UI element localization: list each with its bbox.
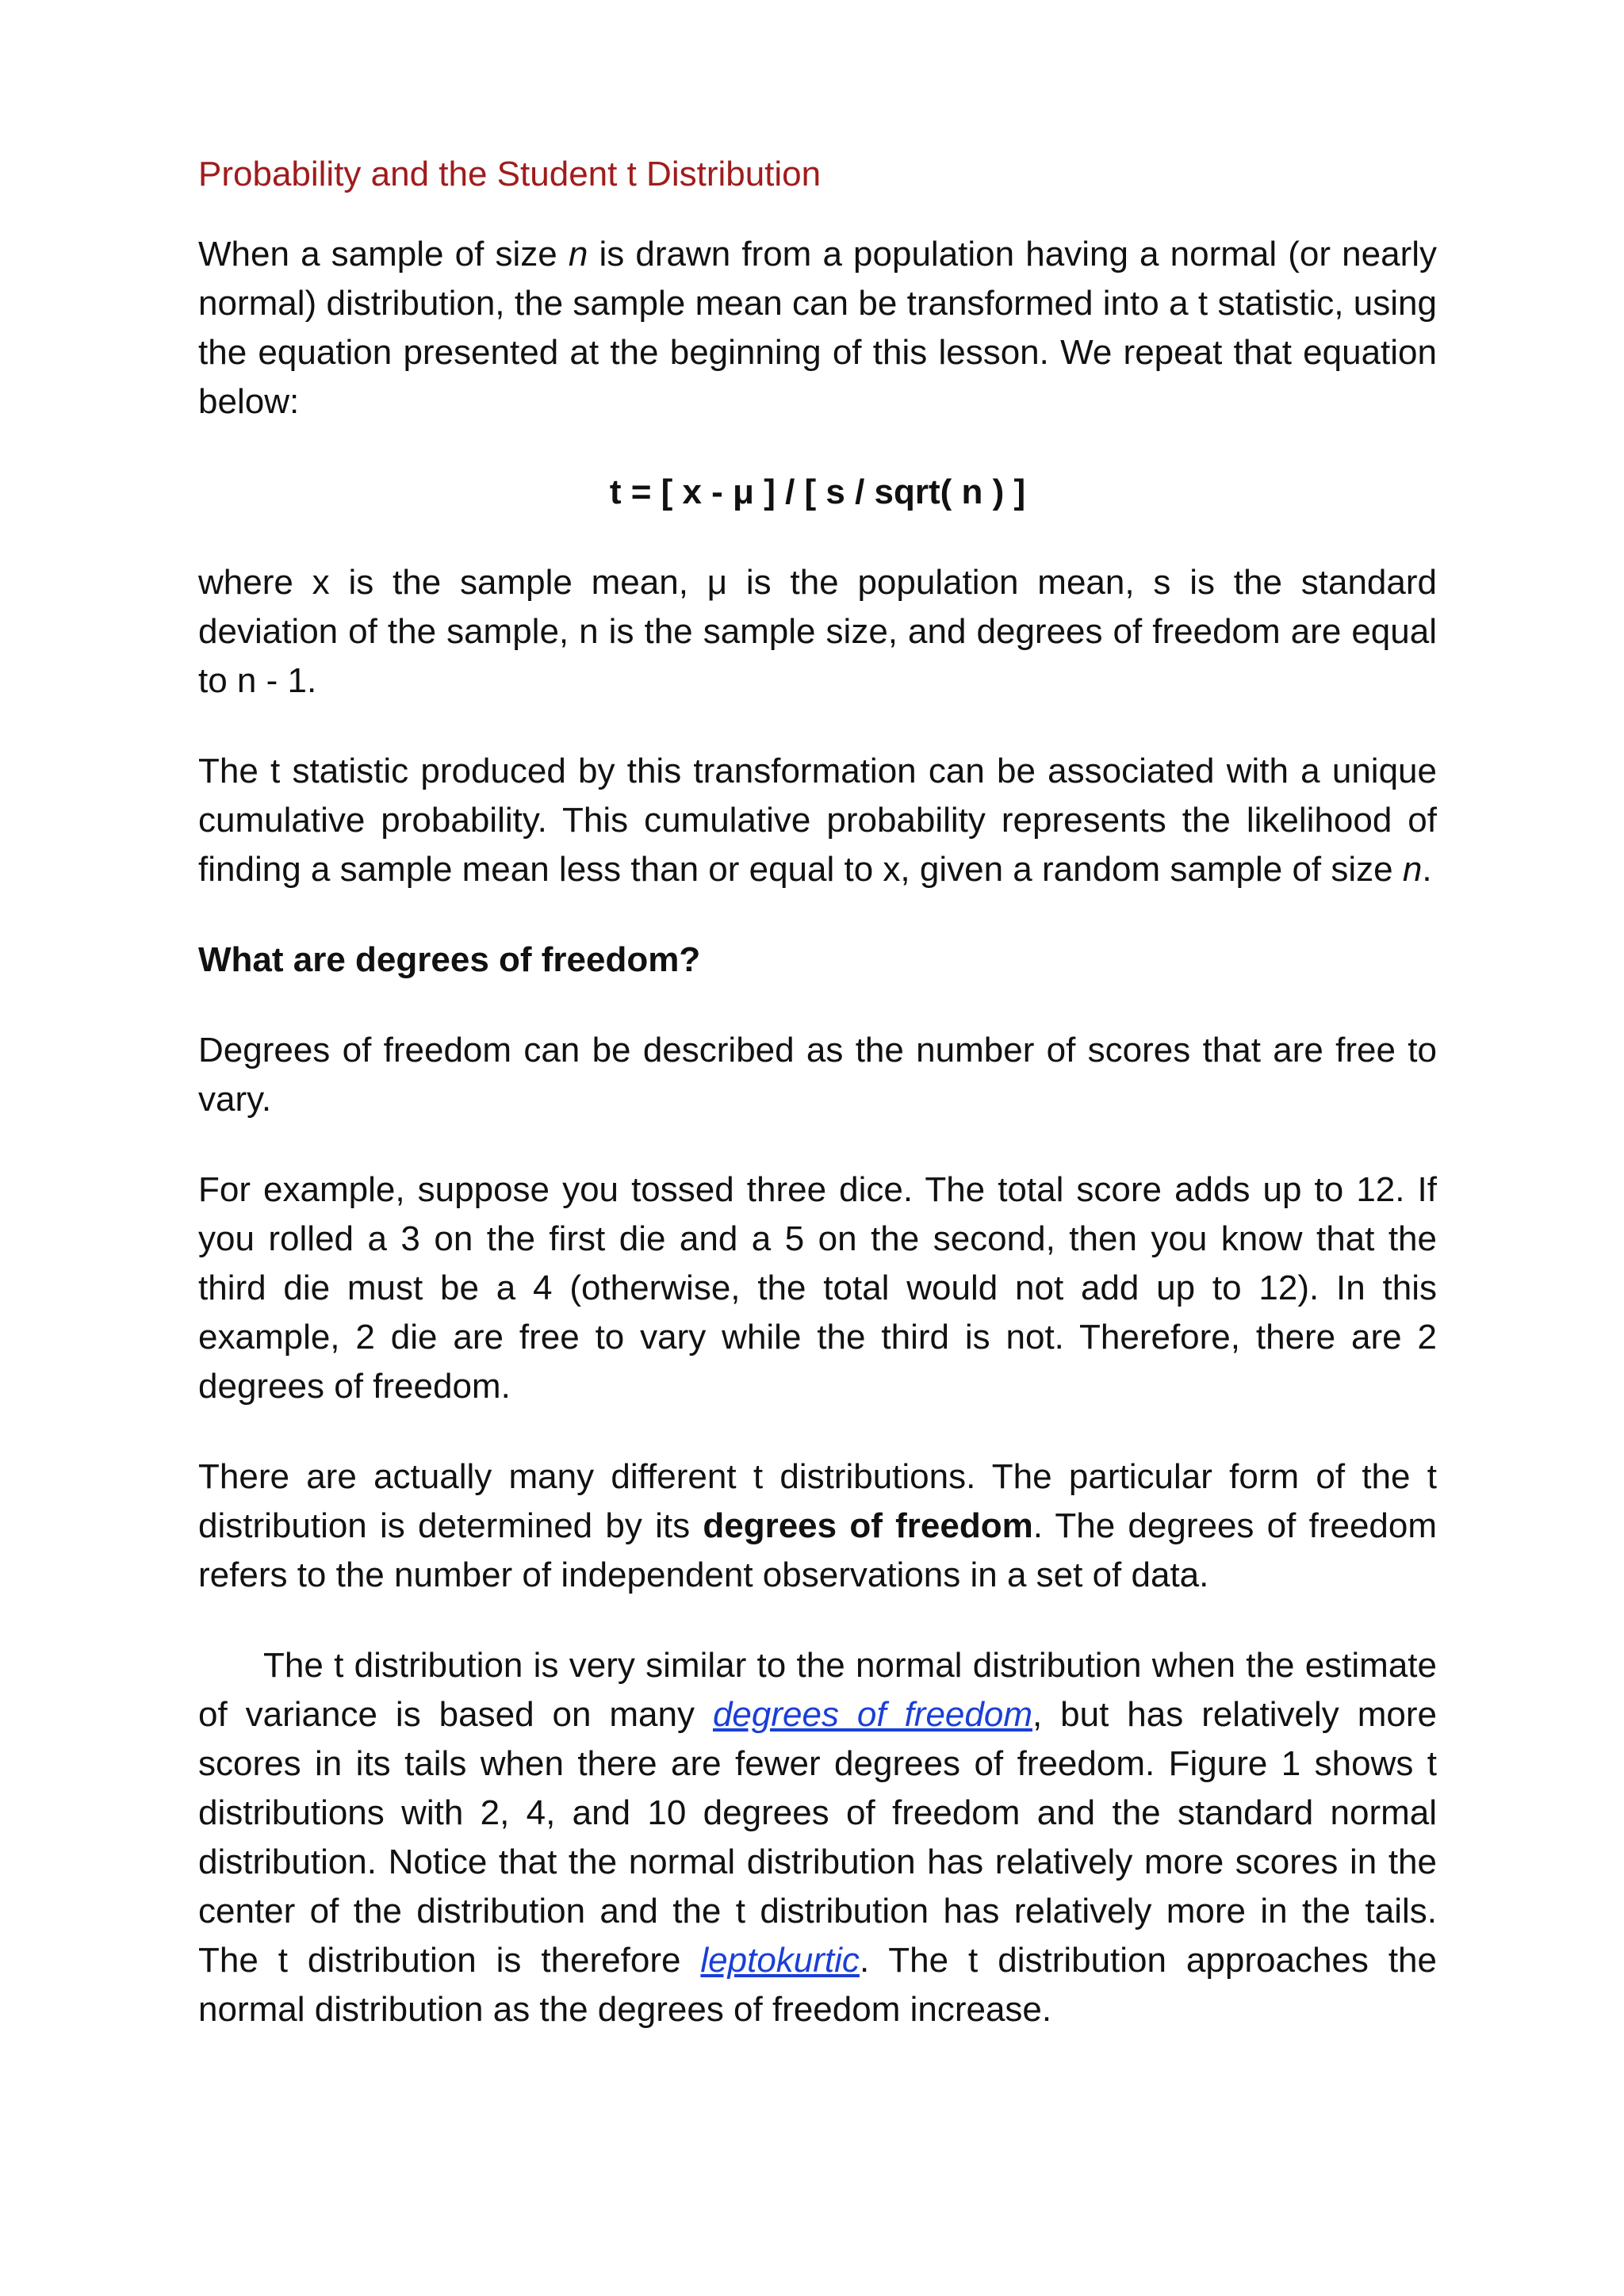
- text-run: .: [1422, 850, 1432, 889]
- paragraph-dice-example: For example, suppose you tossed three dice. The total score adds up to 12. If you rolled a 3 on the first die and a 5 on the second, then you know that the third die must be a 4 (otherwise, the total would not add up to 12). In this example, 2 die are free to vary while the third is not. Therefore, there are 2 degrees of freedom.: [198, 1170, 1437, 1406]
- page-title: Probability and the Student t Distribution: [198, 155, 822, 193]
- bold-term: degrees of freedom: [703, 1506, 1033, 1545]
- degrees-of-freedom-link[interactable]: degrees of freedom: [712, 1695, 1032, 1734]
- document-page: [198, 151, 1437, 2076]
- text-run: When a sample of size: [198, 235, 569, 274]
- text-run: There are actually many different t distributions. The particular form of the t distribution is determined by its: [198, 1457, 1437, 1545]
- paragraph-cumulative-probability: [198, 747, 1437, 894]
- paragraph-definitions: where x is the sample mean, μ is the population mean, s is the standard deviation of the sample, n is the sample size, and degrees of freedom are equal to n - 1.: [198, 563, 1437, 700]
- paragraph-many-distributions: [198, 1452, 1437, 1600]
- text-run: , but has relatively more scores in its tails when there are fewer degrees of freedom. Figure 1 shows t distributions with 2, 4, and 10 degrees of freedom and the standard normal distribution. Notice that the normal distribution has relatively more scores in the center of the distribution and the t distribution has relatively more in the tails. The t distribution is therefore: [198, 1695, 1438, 1980]
- text-run: The t distribution is very similar to the normal distribution when the estimate of variance is based on many: [198, 1646, 1437, 1734]
- italic-variable: n: [568, 235, 588, 274]
- paragraph-normal-comparison: [198, 1641, 1437, 2034]
- paragraph-degrees-definition: Degrees of freedom can be described as the number of scores that are free to vary.: [198, 1031, 1437, 1119]
- text-run: . The degrees of freedom refers to the number of independent observations in a set of data.: [198, 1506, 1438, 1594]
- section-heading: What are degrees of freedom?: [198, 940, 701, 979]
- text-run: The t statistic produced by this transformation can be associated with a unique cumulative probability. This cumulative probability represents the likelihood of finding a sample mean less than or equal to x, given a random sample of size: [198, 752, 1437, 889]
- paragraph-intro: [198, 230, 1437, 427]
- text-run: . The t distribution approaches the normal distribution as the degrees of freedom increase.: [198, 1941, 1437, 2029]
- t-statistic-equation: t = [ x - μ ] / [ s / sqrt( n ) ]: [609, 473, 1026, 511]
- leptokurtic-link[interactable]: leptokurtic: [700, 1941, 860, 1980]
- text-run: is drawn from a population having a normal (or nearly normal) distribution, the sample mean can be transformed into a t statistic, using the equation presented at the beginning of this lesson. We repeat that equation below:: [198, 235, 1437, 421]
- italic-variable: n: [1402, 850, 1423, 889]
